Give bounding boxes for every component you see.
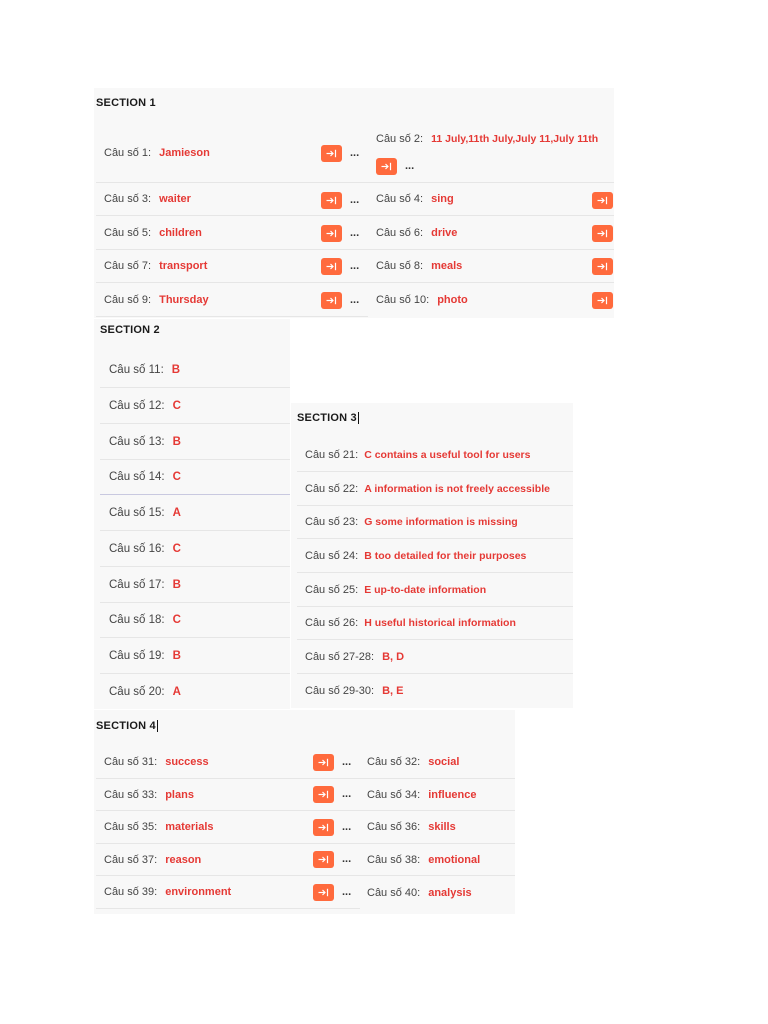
- jump-button-q7[interactable]: [321, 258, 342, 275]
- jump-button-q31[interactable]: [313, 754, 334, 771]
- more-ellipsis[interactable]: ...: [350, 260, 360, 272]
- answer-row-q25: [297, 573, 573, 607]
- answer-text: A: [172, 506, 181, 519]
- question-label: Câu số 39:: [104, 886, 158, 898]
- answer-row-q11: [100, 352, 290, 388]
- question-label: Câu số 32:: [367, 756, 421, 768]
- question-label: Câu số 3:: [104, 193, 152, 205]
- answer-row-q14: [100, 460, 290, 495]
- answer-text: influence: [428, 788, 477, 801]
- answer-text: C: [172, 399, 181, 412]
- question-label: Câu số 22:: [305, 482, 359, 495]
- answer-text: B: [172, 435, 181, 448]
- arrow-to-right-bar-icon: [318, 823, 329, 832]
- answer-text: H useful historical information: [364, 617, 516, 629]
- jump-button-q35[interactable]: [313, 819, 334, 836]
- answer-row-q21: [297, 438, 573, 472]
- jump-button-q3[interactable]: [321, 192, 342, 209]
- more-ellipsis[interactable]: ...: [350, 194, 360, 206]
- answer-text: social: [428, 756, 460, 768]
- jump-button-q37[interactable]: [313, 851, 334, 868]
- more-ellipsis[interactable]: ...: [342, 886, 352, 898]
- question-label: Câu số 33:: [104, 788, 158, 801]
- answer-text: success: [165, 756, 209, 768]
- question-label: Câu số 31:: [104, 756, 158, 768]
- question-label: Câu số 34:: [367, 788, 421, 801]
- answer-text: G some information is missing: [364, 516, 518, 528]
- question-label: Câu số 25:: [305, 583, 359, 596]
- answer-text: Jamieson: [159, 147, 210, 159]
- answer-text: C: [172, 614, 181, 626]
- question-label: Câu số 16:: [109, 542, 165, 555]
- question-label: Câu số 6:: [376, 226, 424, 239]
- arrow-to-right-bar-icon: [381, 162, 392, 171]
- arrow-to-right-bar-icon: [318, 790, 329, 799]
- answer-text: Thursday: [159, 293, 209, 306]
- answer-row-q26: [297, 607, 573, 640]
- answer-text: C: [172, 471, 181, 483]
- answer-text: environment: [165, 886, 232, 898]
- answer-row-q6: [368, 216, 614, 250]
- question-label: Câu số 13:: [109, 435, 165, 448]
- jump-button-q10[interactable]: [592, 292, 613, 309]
- answer-row-q38: [360, 844, 515, 876]
- answer-row-q24: [297, 539, 573, 573]
- question-label: Câu số 4:: [376, 193, 424, 205]
- answer-row-q36: [360, 811, 515, 844]
- answer-text: plans: [165, 788, 194, 801]
- answer-row-q16: [100, 531, 290, 567]
- answer-row-q20: [100, 674, 290, 709]
- answer-row-q4: [368, 183, 614, 216]
- arrow-to-right-bar-icon: [326, 196, 337, 205]
- question-label: Câu số 19:: [109, 649, 165, 662]
- arrow-to-right-bar-icon: [326, 296, 337, 305]
- section-3-title: [297, 412, 359, 424]
- answer-row-q18: [100, 603, 290, 638]
- answer-text: B, E: [382, 685, 404, 697]
- answer-row-q8: [368, 250, 614, 283]
- question-label: Câu số 11:: [109, 363, 164, 376]
- question-label: Câu số 14:: [109, 471, 165, 483]
- answer-text: emotional: [428, 853, 481, 866]
- question-label: Câu số 26:: [305, 617, 359, 629]
- answer-text: B: [172, 578, 181, 591]
- arrow-to-right-bar-icon: [597, 262, 608, 271]
- answer-text: E up-to-date information: [364, 583, 487, 596]
- jump-button-q8[interactable]: [592, 258, 613, 275]
- question-label: Câu số 35:: [104, 821, 158, 833]
- answer-row-q15: [100, 495, 290, 531]
- arrow-to-right-bar-icon: [318, 855, 329, 864]
- arrow-to-right-bar-icon: [318, 758, 329, 767]
- answer-text: transport: [159, 260, 208, 272]
- answer-text: B: [172, 649, 181, 662]
- more-ellipsis[interactable]: ...: [342, 821, 352, 833]
- section-2-title: SECTION 2: [100, 324, 160, 336]
- answer-text: B: [171, 363, 181, 376]
- arrow-to-right-bar-icon: [597, 296, 608, 305]
- answer-row-q17: [100, 567, 290, 603]
- more-ellipsis[interactable]: ...: [405, 160, 415, 172]
- question-label: Câu số 8:: [376, 260, 424, 272]
- jump-button-q4[interactable]: [592, 192, 613, 209]
- answer-text: skills: [428, 821, 456, 833]
- answer-text: A information is not freely accessible: [364, 482, 550, 495]
- question-label: Câu số 10:: [376, 294, 430, 306]
- question-label: Câu số 18:: [109, 614, 165, 626]
- question-label: Câu số 15:: [109, 506, 165, 519]
- question-label: Câu số 23:: [305, 516, 359, 528]
- jump-button-q39[interactable]: [313, 884, 334, 901]
- question-label: Câu số 7:: [104, 260, 152, 272]
- arrow-to-right-bar-icon: [318, 888, 329, 897]
- answer-text: meals: [431, 260, 463, 272]
- answer-row-q13: [100, 424, 290, 460]
- answer-row-q23: [297, 506, 573, 539]
- question-label: Câu số 36:: [367, 821, 421, 833]
- question-label: Câu số 38:: [367, 853, 421, 866]
- question-label: Câu số 5:: [104, 226, 152, 239]
- answer-text: analysis: [428, 886, 472, 899]
- jump-button-q33[interactable]: [313, 786, 334, 803]
- answer-text: materials: [165, 821, 214, 833]
- answer-row-q32: [360, 746, 515, 779]
- answer-row-q19: [100, 638, 290, 674]
- answer-text: photo: [437, 294, 468, 306]
- more-ellipsis[interactable]: ...: [350, 294, 360, 306]
- question-label: Câu số 27-28:: [305, 650, 375, 663]
- jump-button-q9[interactable]: [321, 292, 342, 309]
- answer-row-q22: [297, 472, 573, 506]
- arrow-to-right-bar-icon: [326, 149, 337, 158]
- answer-row-q2: [368, 124, 614, 183]
- answer-text: B too detailed for their purposes: [364, 549, 527, 562]
- more-ellipsis[interactable]: ...: [350, 147, 360, 159]
- question-label: Câu số 40:: [367, 886, 421, 899]
- more-ellipsis[interactable]: ...: [342, 853, 352, 865]
- arrow-to-right-bar-icon: [326, 262, 337, 271]
- more-ellipsis[interactable]: ...: [350, 227, 360, 239]
- section-4-title-text: SECTION 4: [96, 720, 156, 732]
- answer-row-q40: [360, 876, 515, 909]
- question-label: Câu số 37:: [104, 853, 158, 866]
- text-cursor: [358, 412, 359, 424]
- more-ellipsis[interactable]: ...: [342, 756, 352, 768]
- question-label: Câu số 20:: [109, 685, 165, 698]
- jump-button-q1[interactable]: [321, 145, 342, 162]
- answer-text: C contains a useful tool for users: [364, 448, 531, 461]
- question-label: Câu số 24:: [305, 549, 359, 562]
- answer-text: 11 July,11th July,July 11,July 11th: [431, 133, 599, 145]
- question-label: Câu số 9:: [104, 293, 152, 306]
- answer-row-q10: [368, 283, 614, 317]
- section-3-title-text: SECTION 3: [297, 412, 357, 424]
- jump-button-q2[interactable]: [376, 158, 397, 175]
- answer-text: reason: [165, 853, 202, 866]
- answer-text: waiter: [159, 193, 191, 205]
- answer-row-q29-30: [297, 674, 573, 708]
- answer-row-q34: [360, 779, 515, 811]
- answer-text: B, D: [382, 650, 405, 663]
- answer-text: A: [172, 685, 181, 698]
- question-label: Câu số 17:: [109, 578, 165, 591]
- jump-button-q6[interactable]: [592, 225, 613, 242]
- arrow-to-right-bar-icon: [597, 196, 608, 205]
- question-label: Câu số 21:: [305, 448, 359, 461]
- question-label: Câu số 12:: [109, 399, 165, 412]
- answer-text: drive: [431, 226, 458, 239]
- jump-button-q5[interactable]: [321, 225, 342, 242]
- text-cursor: [157, 720, 158, 732]
- answer-row-q12: [100, 388, 290, 424]
- question-label: Câu số 29-30:: [305, 685, 375, 697]
- question-label: Câu số 2:: [376, 133, 424, 145]
- section-1-title: SECTION 1: [96, 97, 156, 109]
- answer-row-q27-28: [297, 640, 573, 674]
- arrow-to-right-bar-icon: [597, 229, 608, 238]
- section-4-title: [96, 720, 158, 732]
- question-label: Câu số 1:: [104, 147, 152, 159]
- more-ellipsis[interactable]: ...: [342, 788, 352, 800]
- arrow-to-right-bar-icon: [326, 229, 337, 238]
- answer-text: children: [159, 226, 202, 239]
- answer-text: C: [172, 542, 181, 555]
- answer-text: sing: [431, 193, 454, 205]
